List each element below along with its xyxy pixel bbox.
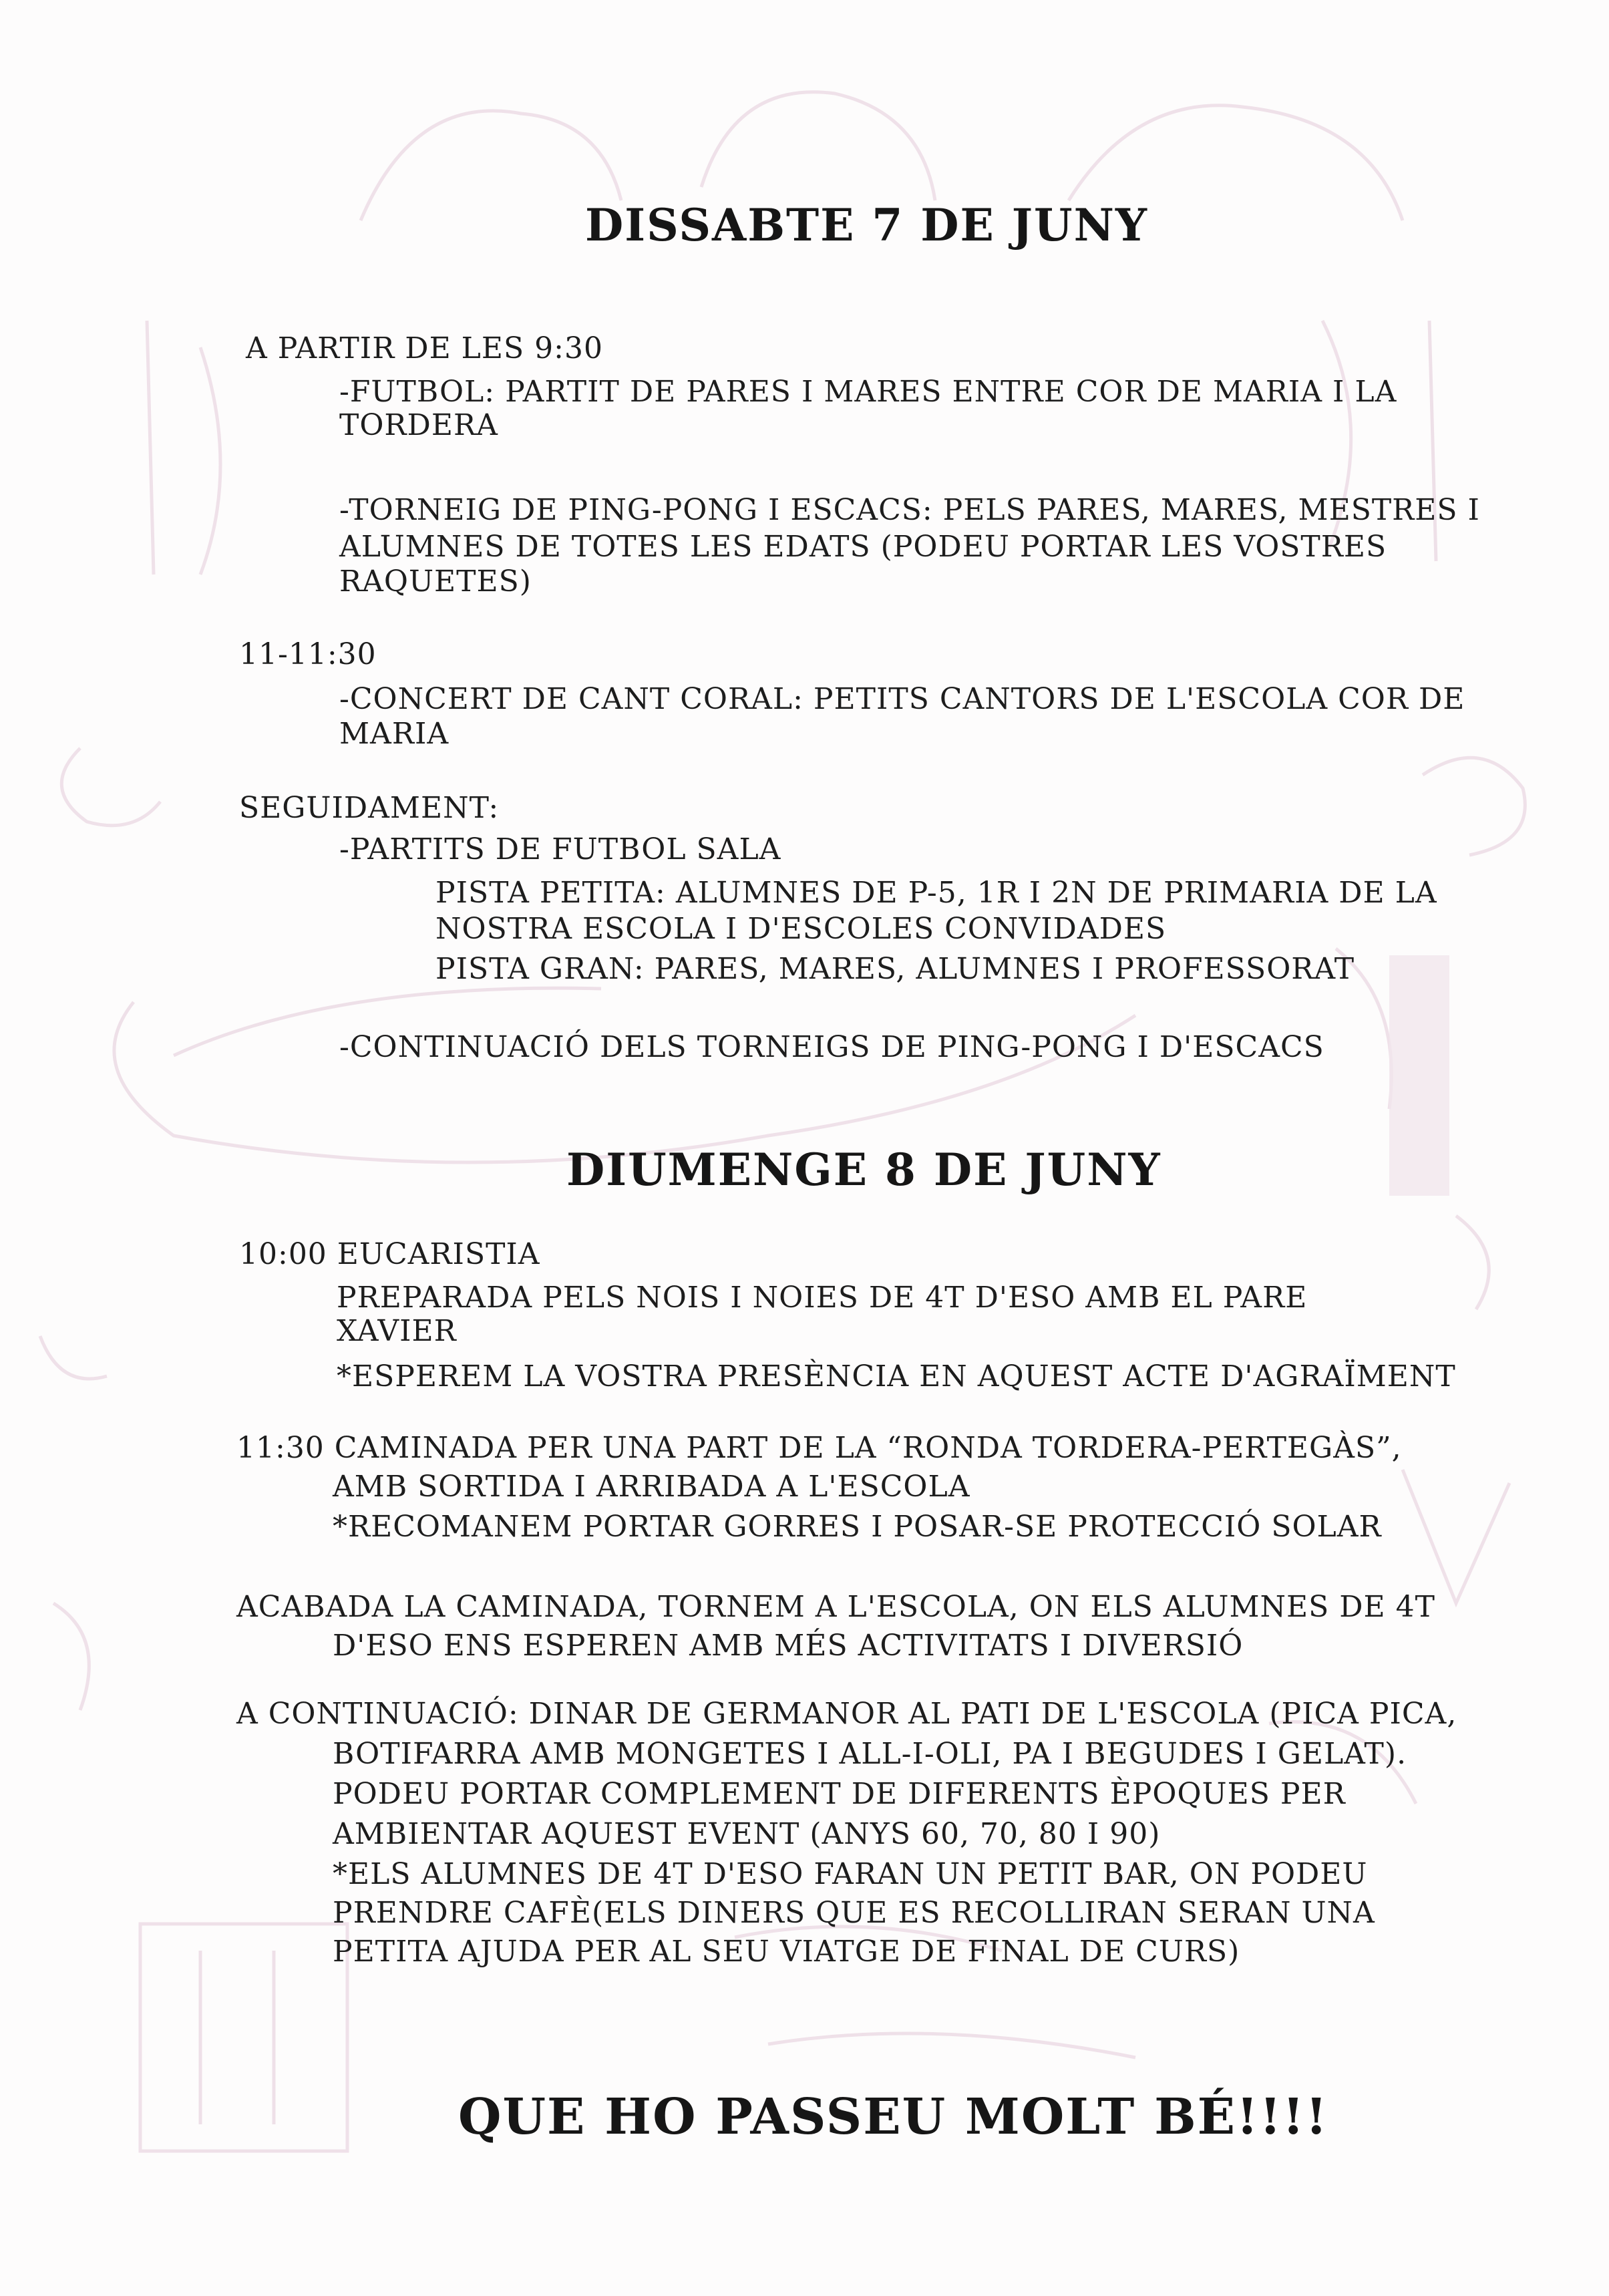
saturday-item-tournament-l3: RAQUETES)	[339, 564, 532, 599]
sunday-lunch-l3: PODEU PORTAR COMPLEMENT DE DIFERENTS ÈPOQUES PER	[333, 1777, 1346, 1811]
saturday-item-tournament-l1: -TORNEIG DE PING-PONG I ESCACS: PELS PARES, MARES, MESTRES I	[339, 493, 1480, 527]
saturday-heading: DISSABTE 7 DE JUNY	[585, 199, 1149, 251]
sunday-walk-l1: 11:30 CAMINADA PER UNA PART DE LA “RONDA TORDERA-PERTEGÀS”,	[236, 1431, 1402, 1465]
sunday-after-walk-l1: ACABADA LA CAMINADA, TORNEM A L'ESCOLA, ON ELS ALUMNES DE 4T	[236, 1590, 1435, 1624]
sunday-mass-l4: *ESPEREM LA VOSTRA PRESÈNCIA EN AQUEST ACTE D'AGRAÏMENT	[337, 1359, 1456, 1393]
saturday-item-football-l2: TORDERA	[339, 408, 498, 442]
saturday-time-2: 11-11:30	[239, 637, 377, 671]
sunday-after-walk-l2: D'ESO ENS ESPEREN AMB MÉS ACTIVITATS I DIVERSIÓ	[333, 1629, 1244, 1663]
saturday-item-concert-l1: -CONCERT DE CANT CORAL: PETITS CANTORS DE L'ESCOLA COR DE	[339, 682, 1465, 716]
sunday-lunch-l4: AMBIENTAR AQUEST EVENT (ANYS 60, 70, 80 I 90)	[333, 1817, 1161, 1851]
sunday-mass-l1: 10:00 EUCARISTIA	[239, 1237, 540, 1271]
saturday-sub-big-court: PISTA GRAN: PARES, MARES, ALUMNES I PROFESSORAT	[435, 952, 1355, 986]
closing-message: QUE HO PASSEU MOLT BÉ!!!!	[458, 2088, 1329, 2146]
sunday-lunch-l5: *ELS ALUMNES DE 4T D'ESO FARAN UN PETIT BAR, ON PODEU	[333, 1857, 1368, 1891]
saturday-sub-small-court-l1: PISTA PETITA: ALUMNES DE P-5, 1R I 2N DE PRIMARIA DE LA	[435, 876, 1437, 910]
sunday-mass-l3: XAVIER	[337, 1314, 457, 1348]
sunday-lunch-l6: PRENDRE CAFÈ(ELS DINERS QUE ES RECOLLIRAN SERAN UNA	[333, 1896, 1375, 1930]
saturday-item-concert-l2: MARIA	[339, 717, 450, 751]
sunday-walk-l3: *RECOMANEM PORTAR GORRES I POSAR-SE PROTECCIÓ SOLAR	[333, 1510, 1382, 1544]
saturday-time-3: SEGUIDAMENT:	[239, 791, 500, 825]
sunday-heading: DIUMENGE 8 DE JUNY	[566, 1144, 1161, 1196]
sunday-lunch-l2: BOTIFARRA AMB MONGETES I ALL-I-OLI, PA I BEGUDES I GELAT).	[333, 1737, 1407, 1771]
sunday-lunch-l1: A CONTINUACIÓ: DINAR DE GERMANOR AL PATI DE L'ESCOLA (PICA PICA,	[236, 1697, 1457, 1731]
saturday-time-1: A PARTIR DE LES 9:30	[246, 331, 603, 365]
saturday-item-football-l1: -FUTBOL: PARTIT DE PARES I MARES ENTRE COR DE MARIA I LA	[339, 375, 1397, 409]
saturday-item-continuation: -CONTINUACIÓ DELS TORNEIGS DE PING-PONG I D'ESCACS	[339, 1030, 1324, 1064]
saturday-sub-small-court-l2: NOSTRA ESCOLA I D'ESCOLES CONVIDADES	[435, 912, 1167, 946]
sunday-lunch-l7: PETITA AJUDA PER AL SEU VIATGE DE FINAL DE CURS)	[333, 1935, 1240, 1969]
sunday-mass-l2: PREPARADA PELS NOIS I NOIES DE 4T D'ESO AMB EL PARE	[337, 1281, 1308, 1315]
saturday-item-futsal: -PARTITS DE FUTBOL SALA	[339, 832, 781, 866]
saturday-item-tournament-l2: ALUMNES DE TOTES LES EDATS (PODEU PORTAR LES VOSTRES	[339, 530, 1387, 564]
sunday-walk-l2: AMB SORTIDA I ARRIBADA A L'ESCOLA	[333, 1470, 970, 1504]
